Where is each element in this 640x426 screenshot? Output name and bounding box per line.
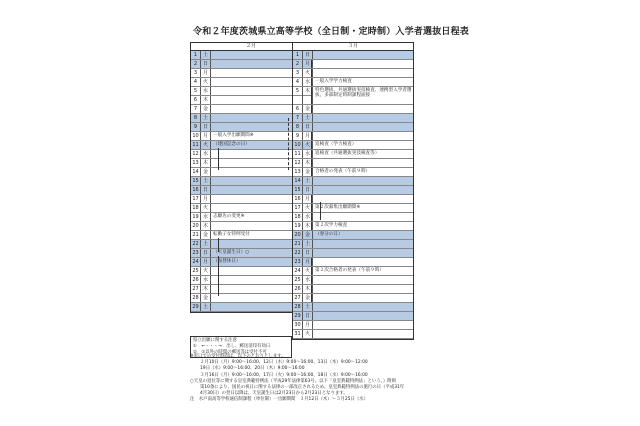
event-note bbox=[313, 321, 413, 329]
event-note: 第２次募集出願期間※ bbox=[315, 205, 361, 210]
day-number: 5 bbox=[191, 87, 201, 95]
day-of-week: 木 bbox=[303, 87, 313, 104]
day-number: 7 bbox=[191, 105, 201, 113]
day-of-week: 水 bbox=[303, 78, 313, 86]
day-of-week: 月 bbox=[201, 132, 211, 140]
mar-row bbox=[293, 150, 413, 159]
event-note: （天皇誕生日）○ bbox=[211, 249, 311, 257]
mar-row bbox=[293, 303, 413, 312]
event-note: （振替休日） bbox=[211, 258, 311, 266]
feb-transfer-period-line bbox=[218, 256, 219, 296]
day-of-week: 水 bbox=[303, 276, 313, 284]
day-number: 18 bbox=[191, 204, 201, 212]
day-of-week: 月 bbox=[303, 132, 313, 140]
day-of-week: 日 bbox=[303, 312, 313, 320]
day-number: 8 bbox=[191, 114, 201, 122]
day-of-week: 土 bbox=[303, 177, 313, 185]
mar-second-application-line bbox=[320, 202, 321, 220]
day-number: 1 bbox=[191, 51, 201, 59]
mar-row bbox=[293, 69, 413, 78]
february-header: ２月 bbox=[191, 43, 311, 51]
feb-application-period-line bbox=[218, 148, 219, 170]
day-of-week: 水 bbox=[303, 150, 313, 158]
day-number: 18 bbox=[293, 213, 303, 221]
day-of-week: 水 bbox=[201, 150, 211, 158]
mar-row bbox=[293, 159, 413, 168]
day-number: 9 bbox=[191, 123, 201, 131]
day-number: 23 bbox=[293, 258, 303, 266]
event-note bbox=[313, 312, 413, 320]
mar-row bbox=[293, 222, 413, 231]
event-note: 特色選抜、共通選抜実技検査、連携型入学者選抜、多部制定時制課程面接 bbox=[315, 87, 412, 99]
day-of-week: 水 bbox=[201, 87, 211, 95]
event-note: 一般入学出願期間※ bbox=[213, 133, 254, 138]
day-of-week: 日 bbox=[303, 123, 313, 131]
day-number: 25 bbox=[293, 276, 303, 284]
day-of-week: 木 bbox=[303, 285, 313, 293]
mar-row bbox=[293, 114, 413, 123]
day-of-week: 土 bbox=[201, 303, 211, 311]
day-number: 8 bbox=[293, 123, 303, 131]
day-of-week: 水 bbox=[201, 213, 211, 221]
day-of-week: 金 bbox=[201, 294, 211, 302]
footnote-line: ○天皇の退位等に関する皇室典範特例法（平成29年法律第63号。以下「皇室典範特例法」という。）附則 bbox=[190, 378, 396, 384]
day-number: 28 bbox=[191, 294, 201, 302]
day-number: 2 bbox=[191, 60, 201, 68]
day-number: 19 bbox=[293, 222, 303, 230]
day-number: 17 bbox=[191, 195, 201, 203]
event-note bbox=[313, 258, 413, 266]
march-rows bbox=[293, 51, 413, 339]
mar-row bbox=[293, 51, 413, 60]
day-number: 13 bbox=[191, 159, 201, 167]
day-of-week: 火 bbox=[303, 69, 313, 77]
day-of-week: 月 bbox=[201, 195, 211, 203]
event-note bbox=[313, 240, 413, 248]
event-note bbox=[313, 114, 413, 122]
footnote-line: 注 水戸南高等学校通信制課程（単位制）一出願期間 ３月12日（木）～３月25日（水） bbox=[190, 397, 369, 403]
footnote-line: ３月16日（月）9:00～16:00、17日（火）9:00～16:00、18日（水）9:00～16:00 bbox=[200, 372, 368, 378]
event-note bbox=[313, 51, 413, 59]
day-number: 6 bbox=[191, 96, 201, 104]
mar-row bbox=[293, 285, 413, 294]
day-number: 16 bbox=[191, 186, 201, 194]
event-note bbox=[313, 285, 413, 293]
day-of-week: 木 bbox=[303, 159, 313, 167]
event-note bbox=[313, 186, 413, 194]
day-of-week: 日 bbox=[303, 51, 313, 59]
day-of-week: 土 bbox=[303, 240, 313, 248]
event-note: 追検査（共通選抜実技検査等） bbox=[315, 151, 380, 156]
mar-row bbox=[293, 105, 413, 114]
day-of-week: 月 bbox=[201, 258, 211, 266]
event-note bbox=[313, 132, 413, 140]
mar-row bbox=[293, 294, 413, 303]
day-number: 4 bbox=[191, 78, 201, 86]
day-number: 20 bbox=[293, 231, 303, 239]
day-number: 20 bbox=[191, 222, 201, 230]
day-of-week: 日 bbox=[201, 123, 211, 131]
day-of-week: 日 bbox=[303, 186, 313, 194]
day-number: 6 bbox=[293, 105, 303, 113]
day-number: 14 bbox=[191, 168, 201, 176]
mar-row bbox=[293, 204, 413, 213]
day-number: 12 bbox=[293, 159, 303, 167]
day-number: 14 bbox=[293, 177, 303, 185]
day-number: 11 bbox=[191, 141, 201, 149]
day-number: 10 bbox=[293, 141, 303, 149]
event-note bbox=[313, 69, 413, 77]
day-number: 21 bbox=[191, 231, 201, 239]
mar-row bbox=[293, 141, 413, 150]
feb-mail-period-line bbox=[288, 118, 289, 170]
event-note: 転勤子女特例受付 bbox=[213, 232, 250, 237]
day-of-week: 火 bbox=[303, 204, 313, 212]
day-number: 22 bbox=[293, 249, 303, 257]
day-of-week: 木 bbox=[201, 96, 211, 104]
mar-row bbox=[293, 321, 413, 330]
event-note: （建国記念の日） bbox=[211, 141, 311, 149]
event-note: 第２次合格者の発表（午前９時） bbox=[315, 268, 384, 273]
mar-row bbox=[293, 132, 413, 141]
day-number: 13 bbox=[293, 168, 303, 176]
mar-row bbox=[293, 240, 413, 249]
day-of-week: 土 bbox=[201, 114, 211, 122]
event-note bbox=[313, 294, 413, 302]
day-of-week: 月 bbox=[303, 195, 313, 203]
day-number: 25 bbox=[191, 267, 201, 275]
day-of-week: 金 bbox=[201, 168, 211, 176]
day-of-week: 火 bbox=[303, 330, 313, 338]
day-of-week: 金 bbox=[303, 294, 313, 302]
day-of-week: 水 bbox=[303, 213, 313, 221]
day-number: 26 bbox=[191, 276, 201, 284]
day-number: 19 bbox=[191, 213, 201, 221]
document-title: 令和２年度茨城県立高等学校（全日制・定時制）入学者選抜日程表 bbox=[193, 27, 470, 37]
event-note: 合格者の発表（午前９時） bbox=[315, 169, 371, 174]
day-of-week: 火 bbox=[201, 78, 211, 86]
mar-row bbox=[293, 186, 413, 195]
mar-row bbox=[293, 177, 413, 186]
day-of-week: 月 bbox=[303, 258, 313, 266]
march-calendar bbox=[292, 42, 414, 340]
mar-row bbox=[293, 60, 413, 69]
day-number: 22 bbox=[191, 240, 201, 248]
mar-row bbox=[293, 231, 413, 240]
day-number: 24 bbox=[293, 267, 303, 275]
day-of-week: 土 bbox=[201, 51, 211, 59]
legend-line-1: ① ←・・・→ 出し、郵送消印有効日 bbox=[193, 344, 271, 349]
event-note bbox=[313, 159, 413, 167]
mar-row bbox=[293, 312, 413, 321]
event-note bbox=[313, 177, 413, 185]
day-number: 31 bbox=[293, 330, 303, 338]
day-number: 27 bbox=[191, 285, 201, 293]
day-number: 15 bbox=[293, 186, 303, 194]
mar-row bbox=[293, 213, 413, 222]
day-of-week: 木 bbox=[201, 159, 211, 167]
day-number: 1 bbox=[293, 51, 303, 59]
day-number: 2 bbox=[293, 60, 303, 68]
day-number: 23 bbox=[191, 249, 201, 257]
event-note bbox=[313, 105, 413, 113]
day-of-week: 日 bbox=[303, 249, 313, 257]
day-number: 9 bbox=[293, 132, 303, 140]
footnote-line: 19日（水）9:00～16:00、20日（木）9:00～16:00 bbox=[200, 366, 305, 372]
day-of-week: 木 bbox=[201, 285, 211, 293]
day-number: 7 bbox=[293, 114, 303, 122]
day-number: 26 bbox=[293, 285, 303, 293]
legend-title: 県立出願に関する注意 bbox=[193, 338, 237, 343]
day-of-week: 土 bbox=[303, 303, 313, 311]
day-of-week: 木 bbox=[303, 222, 313, 230]
day-number: 17 bbox=[293, 204, 303, 212]
day-number: 10 bbox=[191, 132, 201, 140]
day-of-week: 月 bbox=[303, 321, 313, 329]
feb-change-period-line bbox=[218, 238, 219, 252]
day-number: 30 bbox=[293, 321, 303, 329]
day-of-week: 土 bbox=[303, 114, 313, 122]
mar-row bbox=[293, 195, 413, 204]
event-note bbox=[313, 276, 413, 284]
mar-row bbox=[293, 78, 413, 87]
event-note: 一般入学学力検査 bbox=[315, 79, 352, 84]
day-number: 29 bbox=[191, 303, 201, 311]
mar-row bbox=[293, 249, 413, 258]
event-note: 第２次学力検査 bbox=[315, 223, 348, 228]
day-number: 15 bbox=[191, 177, 201, 185]
day-of-week: 火 bbox=[201, 267, 211, 275]
day-of-week: 金 bbox=[303, 231, 313, 239]
day-of-week: 月 bbox=[201, 69, 211, 77]
event-note bbox=[313, 303, 413, 311]
day-of-week: 火 bbox=[201, 141, 211, 149]
footnote-line: 4月30日）の翌日以降は、天皇誕生日は2月23日から2月23日となります。 bbox=[200, 391, 348, 397]
day-of-week: 水 bbox=[201, 276, 211, 284]
mar-row bbox=[293, 276, 413, 285]
mar-row bbox=[293, 267, 413, 276]
day-number: 3 bbox=[191, 69, 201, 77]
footnote-line: ※窓口での受付時間は、以下のとおりとします。 bbox=[190, 354, 286, 359]
event-note bbox=[313, 213, 413, 221]
day-of-week: 日 bbox=[201, 60, 211, 68]
day-number: 24 bbox=[191, 258, 201, 266]
footnote-line: ２月10日（月）9:00～16:00、12日（水）9:00～16:00、13日（木）9:00～12:00 bbox=[200, 360, 368, 366]
day-of-week: 日 bbox=[201, 249, 211, 257]
day-number: 3 bbox=[293, 69, 303, 77]
event-note bbox=[313, 249, 413, 257]
march-header: ３月 bbox=[293, 43, 413, 51]
day-of-week: 金 bbox=[201, 105, 211, 113]
day-number: 12 bbox=[191, 150, 201, 158]
day-number: 5 bbox=[293, 87, 303, 104]
day-number: 29 bbox=[293, 312, 303, 320]
day-of-week: 金 bbox=[201, 231, 211, 239]
day-number: 21 bbox=[293, 240, 303, 248]
day-number: 27 bbox=[293, 294, 303, 302]
day-number: 28 bbox=[293, 303, 303, 311]
day-of-week: 月 bbox=[303, 60, 313, 68]
day-of-week: 土 bbox=[201, 240, 211, 248]
footnotes bbox=[190, 354, 440, 404]
day-of-week: 火 bbox=[303, 141, 313, 149]
day-number: 11 bbox=[293, 150, 303, 158]
event-note: （春分の日） bbox=[313, 231, 413, 239]
mar-row bbox=[293, 168, 413, 177]
legend-line-2: ② ①以外の時間の郵送等は受付不可 bbox=[193, 350, 267, 355]
day-of-week: 金 bbox=[303, 168, 313, 176]
mar-row bbox=[293, 258, 413, 267]
mar-row bbox=[293, 87, 413, 105]
event-note: 志願先の変更※ bbox=[213, 214, 245, 219]
day-of-week: 火 bbox=[201, 204, 211, 212]
day-of-week: 日 bbox=[201, 186, 211, 194]
mar-row bbox=[293, 123, 413, 132]
day-number: 4 bbox=[293, 78, 303, 86]
day-of-week: 金 bbox=[303, 105, 313, 113]
day-of-week: 火 bbox=[303, 267, 313, 275]
day-number: 16 bbox=[293, 195, 303, 203]
day-of-week: 木 bbox=[201, 222, 211, 230]
event-note bbox=[313, 60, 413, 68]
footnote-line: 第10条により、国民の祝日に関する法律の一部改正されるため、皇室典範特例法の施行の日（平成31年 bbox=[200, 385, 405, 391]
day-of-week: 土 bbox=[201, 177, 211, 185]
event-note: 追検査（学力検査） bbox=[315, 142, 357, 147]
event-note bbox=[313, 123, 413, 131]
event-note bbox=[313, 195, 413, 203]
